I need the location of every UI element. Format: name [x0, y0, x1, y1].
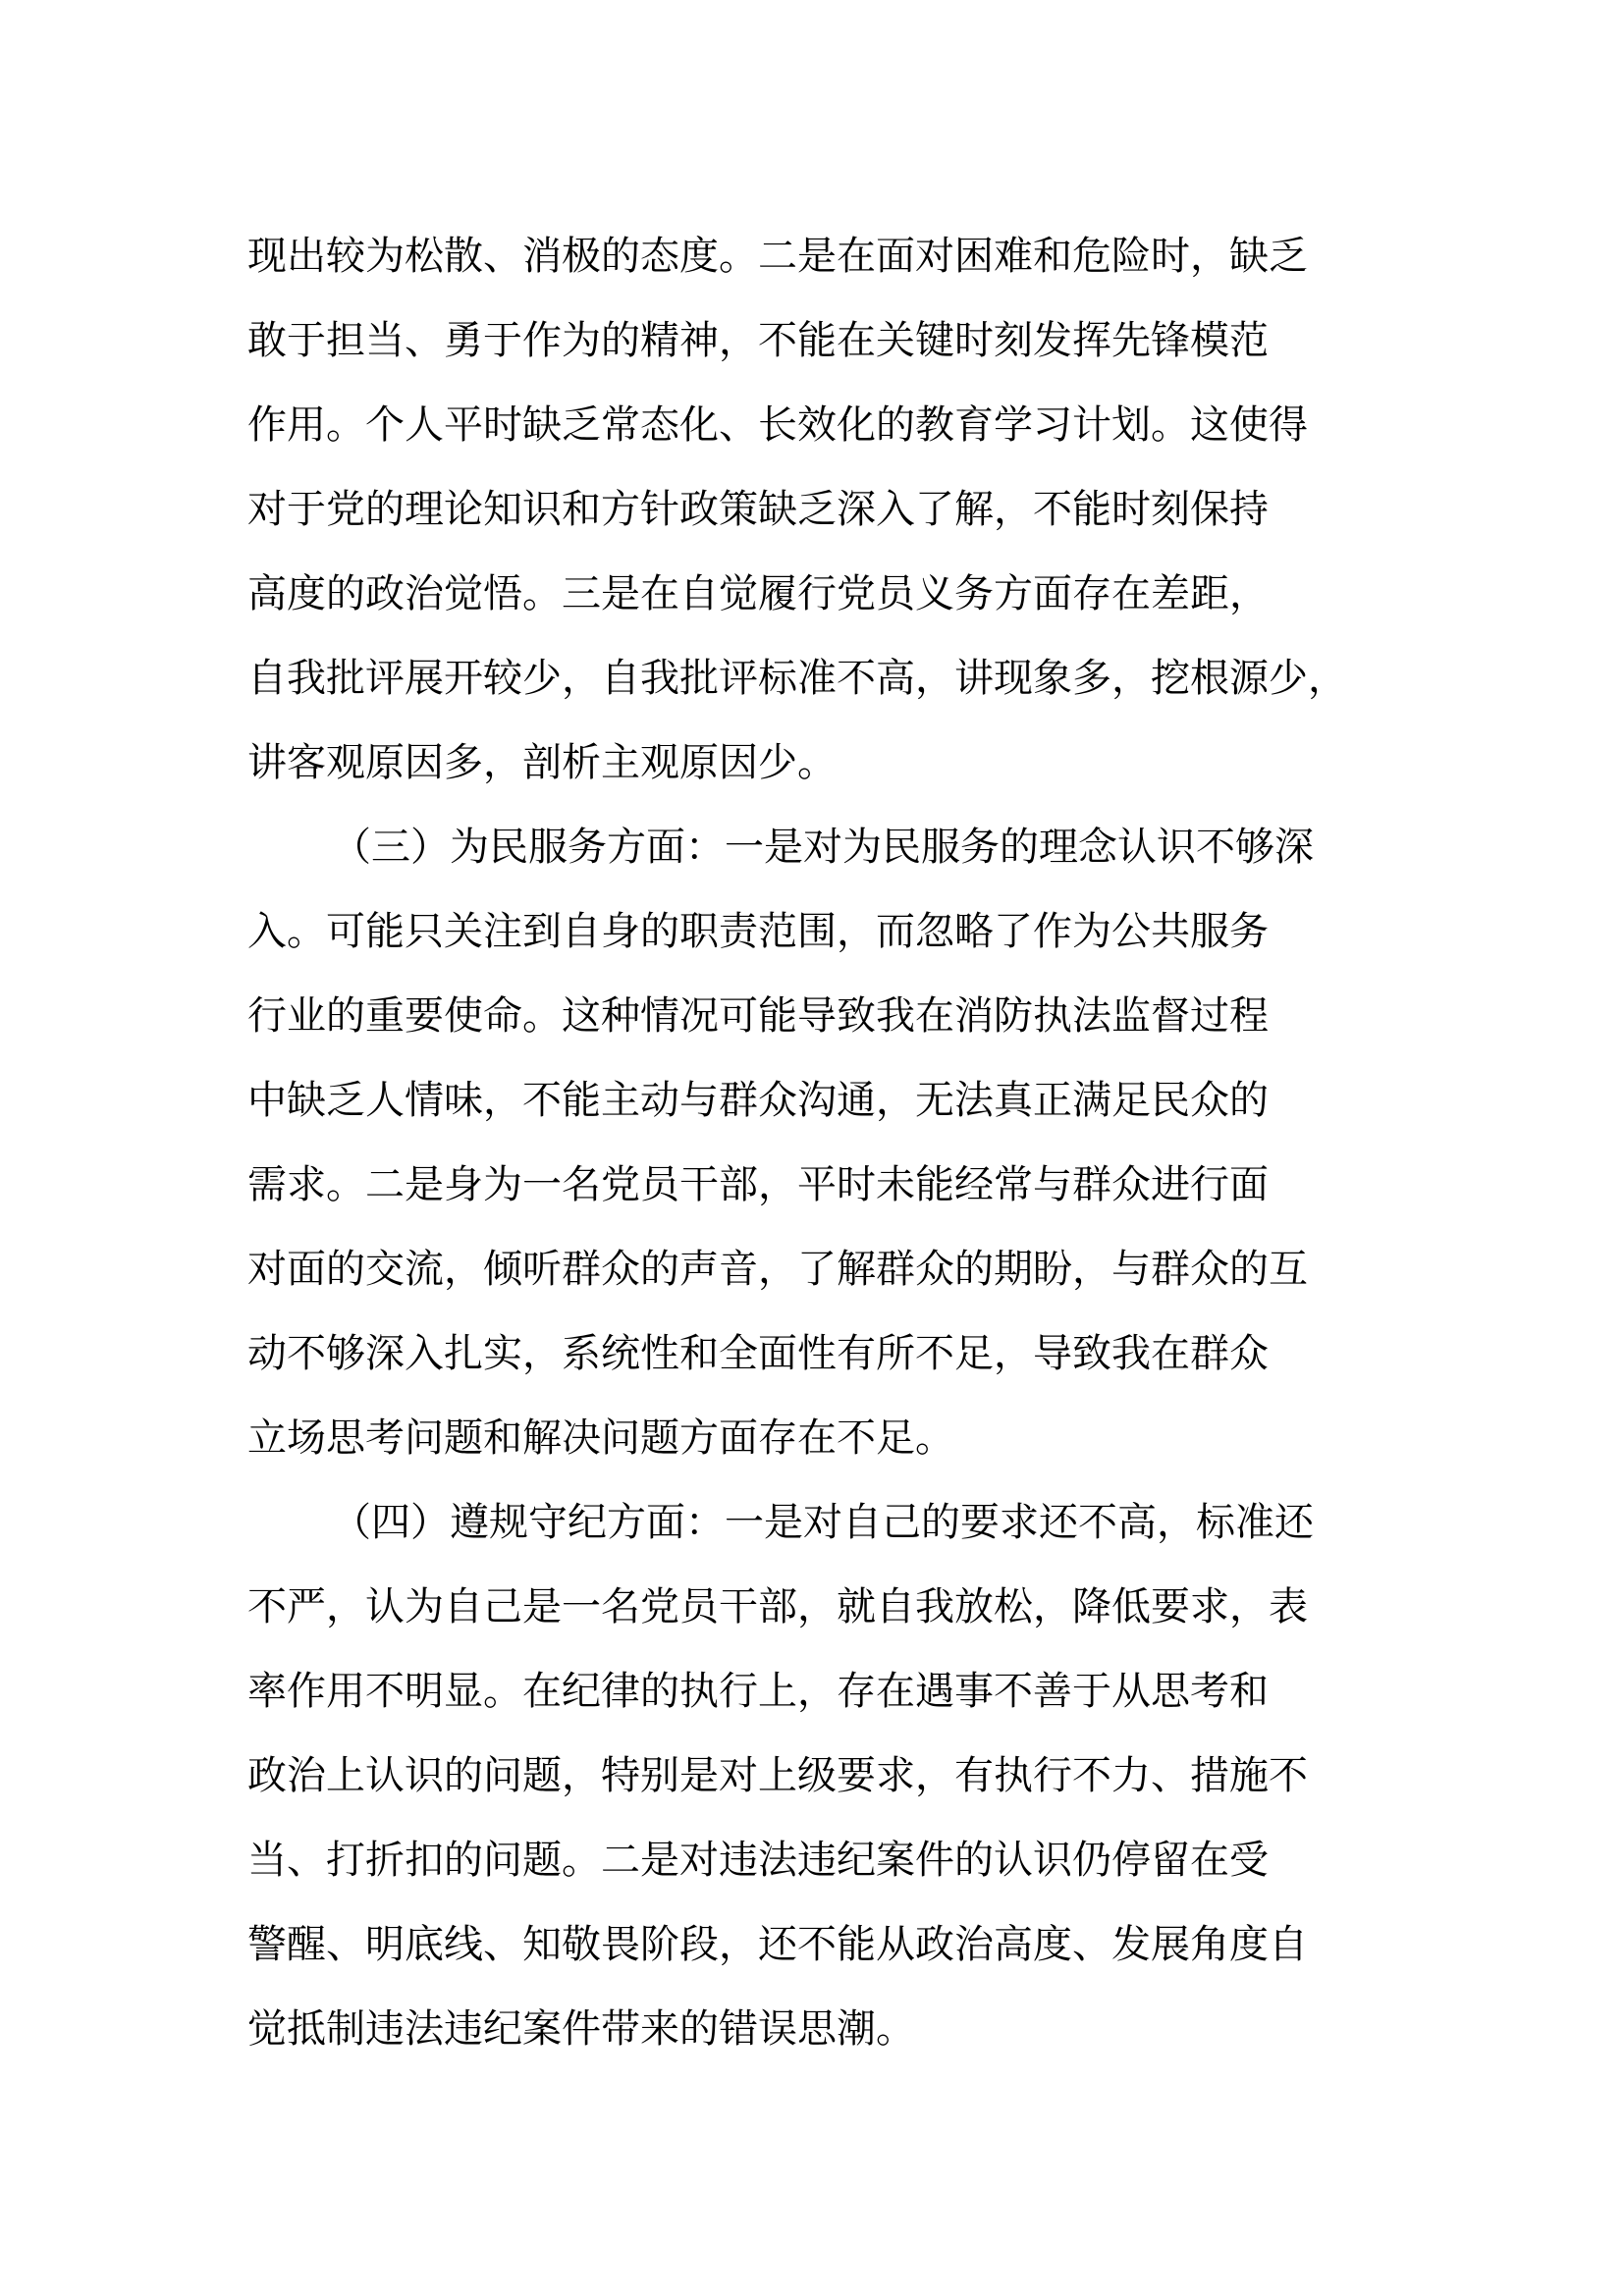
- text-line: 高度的政治觉悟。三是在自觉履行党员义务方面存在差距，: [247, 571, 1269, 616]
- text-line: 动不够深入扎实，系统性和全面性有所不足，导致我在群众: [247, 1331, 1269, 1376]
- text-line: 中缺乏人情味，不能主动与群众沟通，无法真正满足民众的: [247, 1078, 1269, 1123]
- paragraph-section-3-service-to-people: [247, 805, 1388, 1480]
- text-line: 讲客观原因多，剖析主观原因少。: [247, 740, 837, 785]
- text-line: 入。可能只关注到自身的职责范围，而忽略了作为公共服务: [247, 909, 1269, 954]
- text-line: 立场思考问题和解决问题方面存在不足。: [247, 1415, 954, 1461]
- text-line: 敢于担当、勇于作为的精神，不能在关键时刻发挥先锋模范: [247, 318, 1269, 363]
- text-line: 不严，认为自己是一名党员干部，就自我放松，降低要求，表: [247, 1584, 1308, 1629]
- text-line: 需求。二是身为一名党员干部，平时未能经常与群众进行面: [247, 1162, 1269, 1207]
- text-line: 警醒、明底线、知敬畏阶段，还不能从政治高度、发展角度自: [247, 1922, 1308, 1967]
- paragraph-section-4-discipline: [247, 1480, 1388, 2071]
- text-line: 对面的交流，倾听群众的声音，了解群众的期盼，与群众的互: [247, 1247, 1308, 1292]
- section-heading-line: （四）遵规守纪方面：一是对自己的要求还不高，标准还: [332, 1500, 1314, 1545]
- text-line: 自我批评展开较少，自我批评标准不高，讲现象多，挖根源少，: [247, 656, 1347, 701]
- text-line: 对于党的理论知识和方针政策缺乏深入了解，不能时刻保持: [247, 487, 1269, 532]
- document-page: [247, 214, 1388, 2071]
- text-line: 政治上认识的问题，特别是对上级要求，有执行不力、措施不: [247, 1753, 1308, 1798]
- text-line: 率作用不明显。在纪律的执行上，存在遇事不善于从思考和: [247, 1669, 1269, 1714]
- text-line: 当、打折扣的问题。二是对违法违纪案件的认识仍停留在受: [247, 1838, 1269, 1883]
- text-line: 觉抵制违法违纪案件带来的错误思潮。: [247, 2006, 915, 2052]
- text-line: 现出较为松散、消极的态度。二是在面对困难和危险时，缺乏: [247, 234, 1308, 279]
- section-heading-line: （三）为民服务方面：一是对为民服务的理念认识不够深: [332, 825, 1314, 870]
- paragraph-continuation: [247, 214, 1388, 805]
- text-line: 作用。个人平时缺乏常态化、长效化的教育学习计划。这使得: [247, 402, 1308, 448]
- text-line: 行业的重要使命。这种情况可能导致我在消防执法监督过程: [247, 993, 1269, 1039]
